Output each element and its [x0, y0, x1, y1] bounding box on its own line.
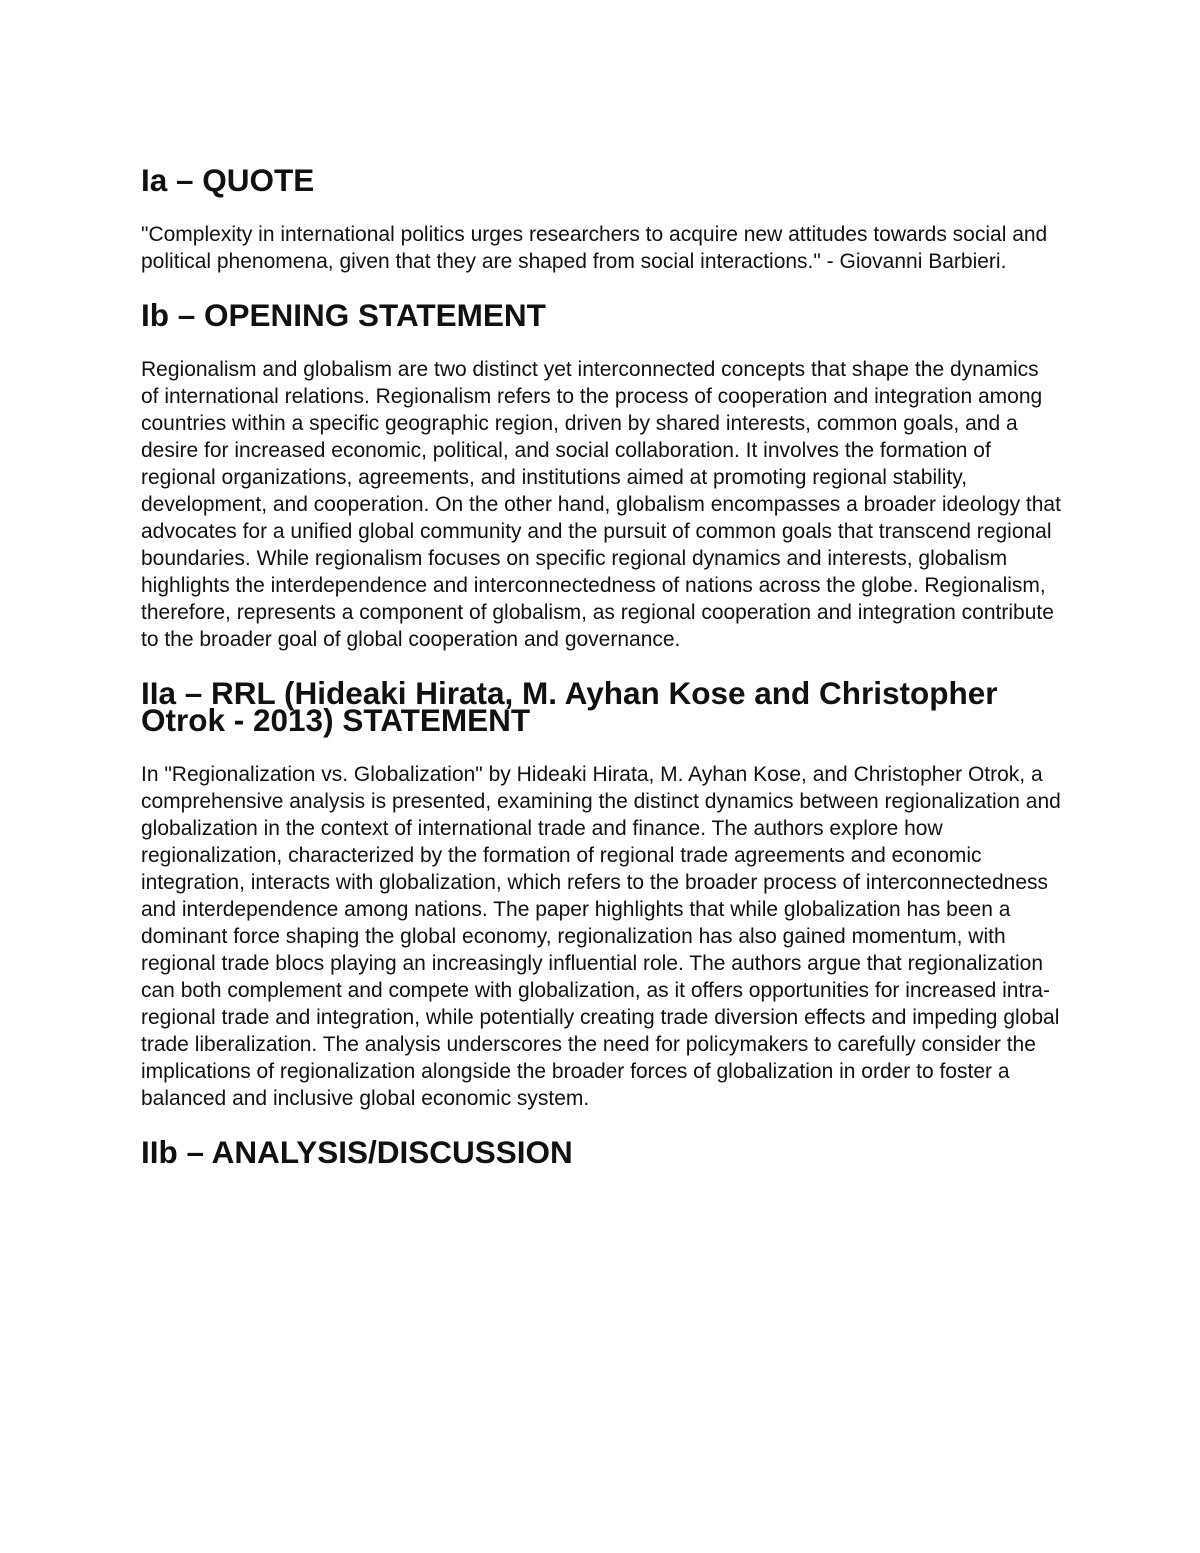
section-heading-rrl-statement: IIa – RRL (Hideaki Hirata, M. Ayhan Kose and Christopher Otrok - 2013) STATEMENT [141, 675, 998, 738]
section-heading-analysis-discussion: IIb – ANALYSIS/DISCUSSION [141, 1134, 573, 1170]
section-heading-opening-statement: Ib – OPENING STATEMENT [141, 297, 546, 333]
quote-paragraph: "Complexity in international politics urges researchers to acquire new attitudes towards social and political phenomena, given that they are shaped from social interactions." - Giovanni Barbieri. [141, 223, 1048, 273]
spacer [141, 734, 1061, 761]
opening-statement-paragraph: Regionalism and globalism are two distinct yet interconnected concepts that shape the dynamics of international relations. Regionalism refers to the process of cooperation and integration among countries within a specific geographic region, driven by shared interests, common goals, and a desire for increased economic, political, and social collaboration. It involves the formation of regional organizations, agreements, and institutions aimed at promoting regional stability, development, and cooperation. On the other hand, globalism encompasses a broader ideology that advocates for a unified global community and the pursuit of common goals that transcend regional boundaries. While regionalism focuses on specific regional dynamics and interests, globalism highlights the interdependence and interconnectedness of nations across the globe. Regionalism, therefore, represents a component of globalism, as regional cooperation and integration contribute to the broader goal of global cooperation and governance. [141, 358, 1061, 651]
document-page [141, 162, 1061, 1170]
section-heading-quote: Ia – QUOTE [141, 162, 315, 198]
rrl-statement-paragraph: In "Regionalization vs. Globalization" by Hideaki Hirata, M. Ayhan Kose, and Christopher Otrok, a comprehensive analysis is presented, examining the distinct dynamics between regionalization and globalization in the context of international trade and finance. The authors explore how regionalization, characterized by the formation of regional trade agreements and economic integration, interacts with globalization, which refers to the broader process of interconnectedness and interdependence among nations. The paper highlights that while globalization has been a dominant force shaping the global economy, regionalization has also gained momentum, with regional trade blocs playing an increasingly influential role. The authors argue that regionalization can both complement and compete with globalization, as it offers opportunities for increased intra-regional trade and integration, while potentially creating trade diversion effects and impeding global trade liberalization. The analysis underscores the need for policymakers to carefully consider the implications of regionalization alongside the broader forces of globalization in order to foster a balanced and inclusive global economic system. [141, 763, 1061, 1110]
spacer [141, 329, 1061, 356]
spacer [141, 194, 1061, 221]
